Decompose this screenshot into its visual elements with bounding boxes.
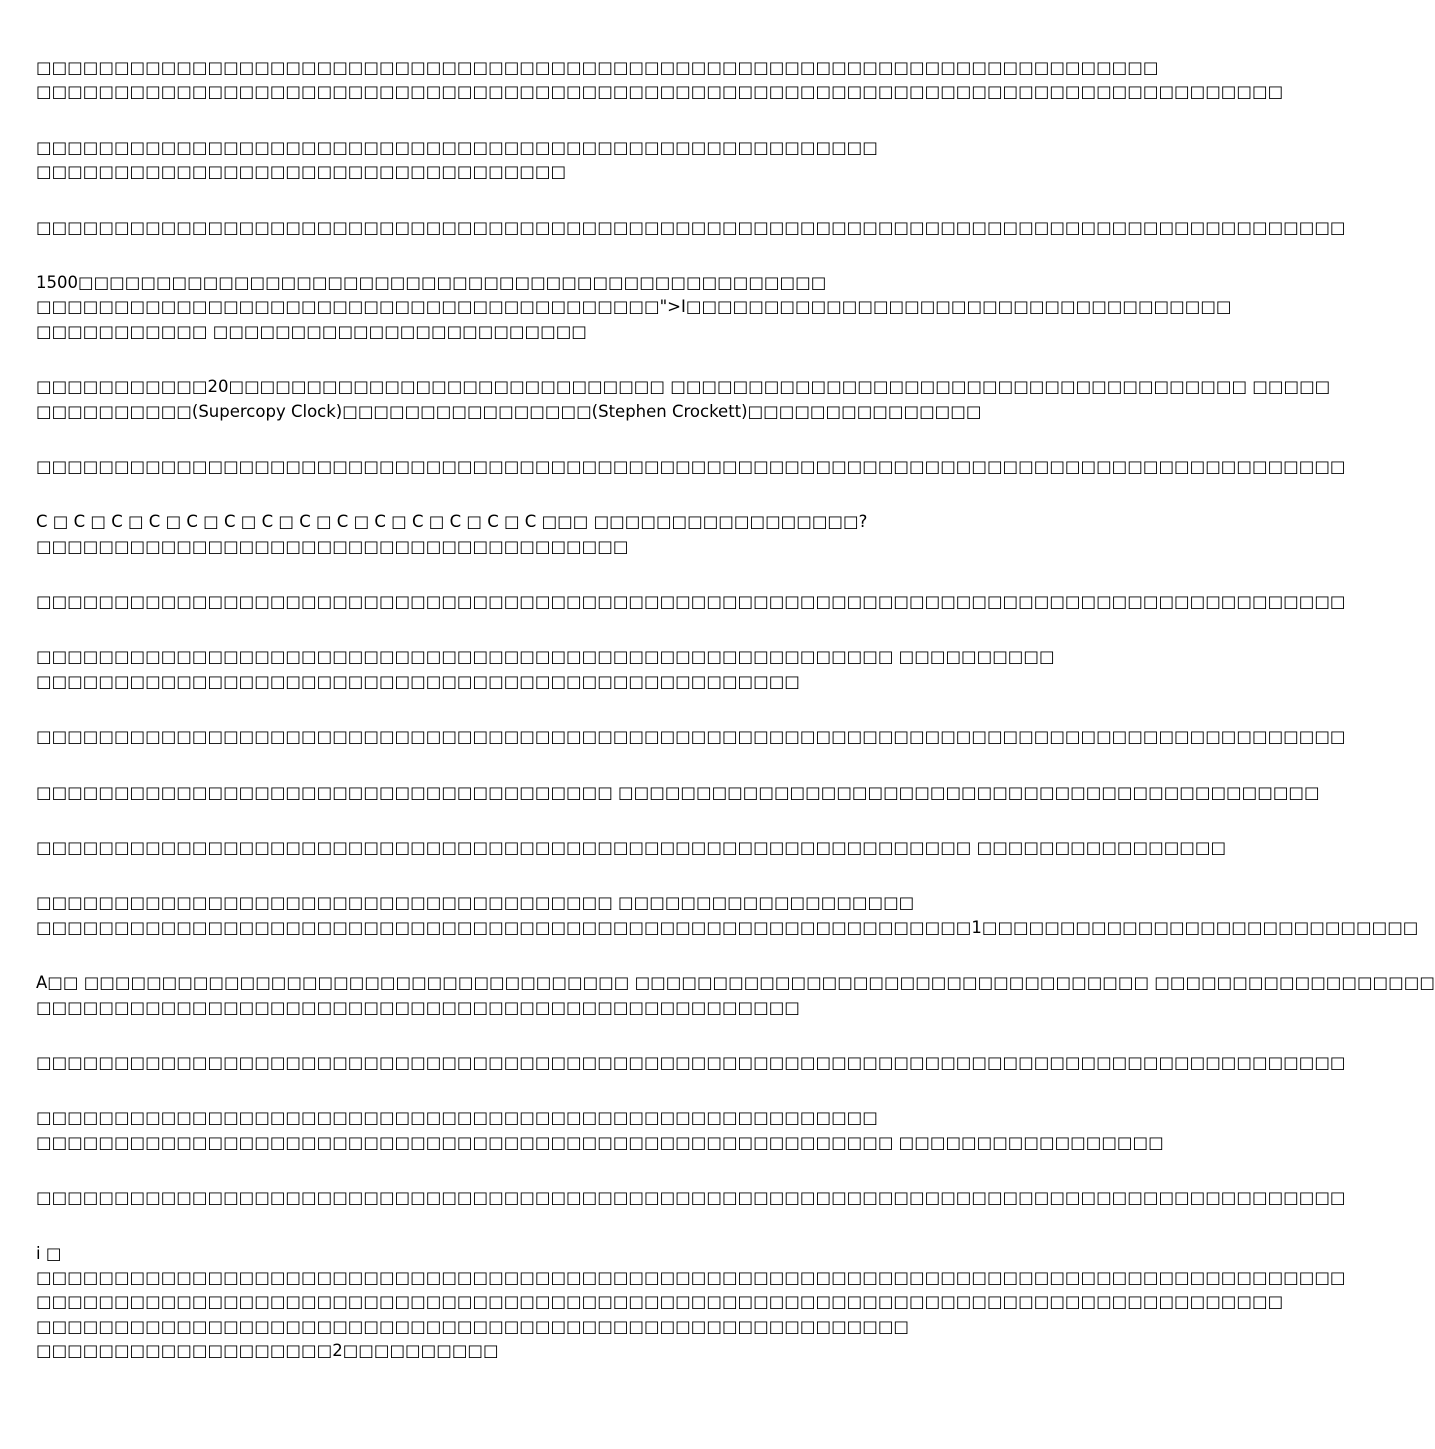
text-line: □□□□□□□□□□□□□□□□□□□□□□□□□□□□□□□□□□□□□□□□□□□□□□□□□□□□□□□ □□□□□□□□□□□□□□□□□ (36, 1132, 1164, 1152)
paragraph (36, 645, 1055, 694)
text-line: □□□□□□□□□□□□□□□□□□□□□□□□□□□□□□□□□□□□□□ (36, 536, 629, 556)
text-line: □□□□□□□□□□□□□□□□□□□□□□□□□□□□□□□□□□□□□□□□□□□□□□□□□□□□□□□ □□□□□□□□□□ (36, 647, 1055, 667)
text-line: □□□□□□□□□□□□□□□□□□□□□□□□□□□□□□□□□□□□□□□□□□□□□□□□□□□□□□□□□□□□□□□□□□□□□□□□□□□□□□□□ (36, 82, 1284, 102)
text-line: □□□□□□□□□□□□□□□□□□□□□□□□□□□□□□□□□□□□□□□□□□□□□□□□□□□□□□□□□□□□□□□□□□□□□□□□□□□□□□□□□□□□ (36, 456, 1346, 476)
paragraph (36, 836, 1227, 860)
paragraph (36, 1106, 1164, 1155)
text-line: □□□□□□□□□□□□□□□□□□□□□□□□□□□□□□□□□□□□□□□□□□□□□□□□□□□□□□□□□□□□□□□□□□□□□□□□□□□□□□□□□□□□ (36, 727, 1346, 747)
paragraph (36, 56, 1284, 105)
text-line: □□□□□□□□□□□□□□□□□□□□□□□□□□□□□□□□□□□□□□□□□□□□□□□□□□□□□□□□□□□□□□□□□□□□□□□□□□□□□□□□□□□□ (36, 1188, 1346, 1208)
text-line: □□□□□□□□□□□20□□□□□□□□□□□□□□□□□□□□□□□□□□□□ □□□□□□□□□□□□□□□□□□□□□□□□□□□□□□□□□□□□□ □□□□□ (36, 377, 1331, 397)
text-line: □□□□□□□□□□□□□□□□□□□□□□□□□□□□□□□□□□□□□□□□□□□□□□□□□□□□□□□□□□□□□□□□□□□□□□□□□□□□□□□□□□□□ (36, 217, 1346, 237)
paragraph (36, 590, 1346, 614)
paragraph (36, 891, 1419, 940)
text-line: □□□□□□□□□□□□□□□□□□□□□□□□□□□□□□□□□□□□□□□□□□□□□□□□□□□□□□□□□□□□□□□□□□□□□□□□□□□□□□□□□□□□ (36, 592, 1346, 612)
text-line: i □ (36, 1243, 62, 1263)
text-line: □□□□□□□□□□□□□□□□□□□2□□□□□□□□□□ (36, 1341, 499, 1361)
paragraph (36, 1186, 1346, 1210)
paragraph (36, 375, 1331, 424)
text-line: C □ C □ C □ C □ C □ C □ C □ C □ C □ C □ C □ C □ C □ C □□□ □□□□□□□□□□□□□□□□□? (36, 512, 868, 532)
paragraph (36, 1051, 1346, 1075)
paragraph (36, 971, 1435, 1020)
text-line: □□□□□□□□□□□□□□□□□□□□□□□□□□□□□□□□□□□□□□□□">I□□□□□□□□□□□□□□□□□□□□□□□□□□□□□□□□□□□ (36, 297, 1232, 317)
paragraph (36, 455, 1346, 479)
text-line: □□□□□□□□□□□□□□□□□□□□□□□□□□□□□□□□□□□□□□□□□□□□□□□□□□□□□□□□□□□□□□□□□□□□□□□□□□□□□□□□ (36, 1292, 1284, 1312)
paragraph (36, 216, 1346, 240)
paragraph (36, 271, 1232, 344)
text-line: □□□□□□□□□□(Supercopy Clock)□□□□□□□□□□□□□□□□(Stephen Crockett)□□□□□□□□□□□□□□□ (36, 401, 982, 421)
paragraph (36, 725, 1346, 749)
text-line: □□□□□□□□□□□□□□□□□□□□□□□□□□□□□□□□□□□□□□□□□□□□□□□□□□□□□□□□□□□□1□□□□□□□□□□□□□□□□□□□□□□□□□□□□ (36, 917, 1419, 937)
text-line: □□□□□□□□□□□□□□□□□□□□□□□□□□□□□□□□□□□□□□□□□□□□□□□□□ (36, 997, 800, 1017)
text-line: □□□□□□□□□□□□□□□□□□□□□□□□□□□□□□□□□□□□□□□□□□□□□□□□□□□□□□□□□□□□ □□□□□□□□□□□□□□□□ (36, 838, 1227, 858)
paragraph (36, 510, 991, 559)
text-line: □□□□□□□□□□□□□□□□□□□□□□□□□□□□□□□□□□□□□□□□□□□□□□□□□□□□□□□□□□□□□□□□□□□□□□□□□□□□□□□□□□□□ (36, 1267, 1346, 1287)
paragraph (36, 136, 991, 185)
text-line: □□□□□□□□□□□□□□□□□□□□□□□□□□□□□□□□□□ (36, 162, 567, 182)
text-line: □□□□□□□□□□□□□□□□□□□□□□□□□□□□□□□□□□□□□□□□□□□□□□□□□□□□□□□□□□□□□□□□□□□□□□□□ (36, 58, 1159, 77)
text-line: 1500□□□□□□□□□□□□□□□□□□□□□□□□□□□□□□□□□□□□□□□□□□□□□□□□ (36, 272, 827, 292)
paragraph (36, 781, 1320, 805)
text-line: □□□□□□□□□□□□□□□□□□□□□□□□□□□□□□□□□□□□□ □□□□□□□□□□□□□□□□□□□□□□□□□□□□□□□□□□□□□□□□□□□□□ (36, 782, 1320, 802)
text-line: □□□□□□□□□□□□□□□□□□□□□□□□□□□□□□□□□□□□□□□□□□□□□□□□□ (36, 671, 800, 691)
text-line: □□□□□□□□□□□□□□□□□□□□□□□□□□□□□□□□□□□□□□□□□□□□□□□□□□□□□□ (36, 137, 878, 157)
paragraph (36, 1242, 1346, 1364)
text-line: □□□□□□□□□□□□□□□□□□□□□□□□□□□□□□□□□□□□□□□□□□□□□□□□□□□□□□□□ (36, 1316, 910, 1336)
text-line: □□□□□□□□□□□ □□□□□□□□□□□□□□□□□□□□□□□□ (36, 321, 587, 341)
text-line: □□□□□□□□□□□□□□□□□□□□□□□□□□□□□□□□□□□□□□□□□□□□□□□□□□□□□□ (36, 1108, 878, 1128)
text-line: A□□ □□□□□□□□□□□□□□□□□□□□□□□□□□□□□□□□□□□ □□□□□□□□□□□□□□□□□□□□□□□□□□□□□□□□□ □□□□□□□□□□□□□□□□□□ (36, 973, 1435, 993)
text-line: □□□□□□□□□□□□□□□□□□□□□□□□□□□□□□□□□□□□□□□□□□□□□□□□□□□□□□□□□□□□□□□□□□□□□□□□□□□□□□□□□□□□ (36, 1052, 1346, 1072)
text-line: □□□□□□□□□□□□□□□□□□□□□□□□□□□□□□□□□□□□□ □□□□□□□□□□□□□□□□□□□ (36, 893, 915, 913)
document-body (36, 56, 1435, 1395)
